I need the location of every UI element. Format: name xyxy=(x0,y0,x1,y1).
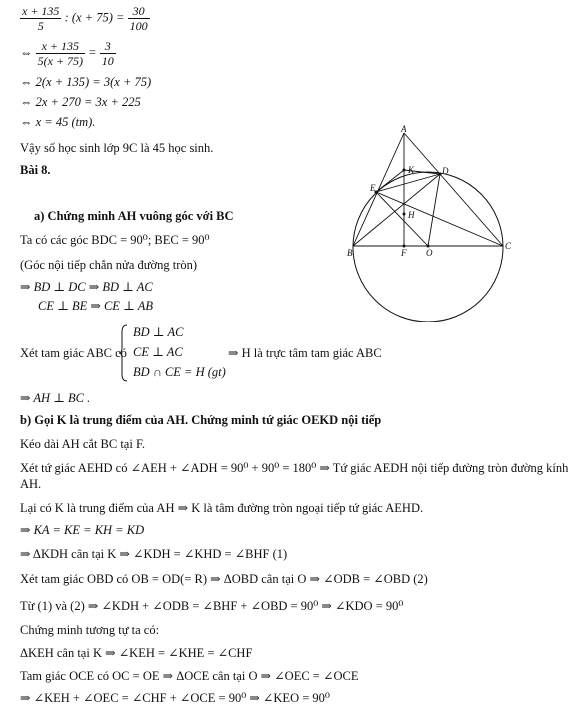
equation-line-4: ⇔ 2x + 270 = 3x + 225 xyxy=(20,95,141,109)
equation-line-3: ⇔ 2(x + 135) = 3(x + 75) xyxy=(20,75,152,89)
part-b-line-2b: AH. xyxy=(20,477,42,491)
part-b-line-4: ⇒ KA = KE = KH = KD xyxy=(20,523,145,537)
label-h: H xyxy=(408,210,415,220)
part-a-line-2: (Góc nội tiếp chắn nửa đường tròn) xyxy=(20,258,198,272)
label-k: K xyxy=(408,165,415,175)
figure-points xyxy=(375,169,442,248)
part-a-system-intro: Xét tam giác ABC có xyxy=(20,346,127,360)
fraction: $\frac{x + 135}{5}$ xyxy=(22,4,60,33)
label-e: E xyxy=(370,183,376,193)
part-b-line-9: ΔKEH cân tại K ⇒ ∠KEH = ∠KHE = ∠CHF xyxy=(20,646,253,660)
system-line-3: BD ∩ CE = H (gt) xyxy=(133,365,226,379)
system-conclusion: ⇒ H là trực tâm tam giác ABC xyxy=(228,346,382,360)
fraction: $\frac{x + 135}{5(x + 75)}$ xyxy=(37,39,84,68)
fraction: $\frac{30}{100}$ xyxy=(129,4,148,33)
part-b-line-2: Xét tứ giác AEHD có ∠AEH + ∠ADH = 90⁰ + 90⁰ = 180⁰ ⇒ Tứ giác AEDH nội tiếp đường tròn đường kính xyxy=(20,461,569,475)
system-line-2: CE ⊥ AC xyxy=(133,345,183,359)
system-line-1: BD ⊥ AC xyxy=(133,325,184,339)
part-a-result: ⇒ AH ⊥ BC . xyxy=(20,391,91,405)
exercise-heading: Bài 8. xyxy=(20,163,51,177)
part-b-line-5: ⇒ ΔKDH cân tại K ⇒ ∠KDH = ∠KHD = ∠BHF (1) xyxy=(20,547,288,561)
system-brace xyxy=(118,324,128,382)
label-a: A xyxy=(401,124,407,134)
part-a-heading: a) Chứng minh AH vuông góc với BC xyxy=(34,209,234,223)
equation-line-1: $\frac{x + 135}{5}$ : (x + 75) = $\frac{30}{100}$ xyxy=(22,4,148,33)
label-o: O xyxy=(426,248,433,258)
part-b-line-1: Kéo dài AH cắt BC tại F. xyxy=(20,437,146,451)
part-b-line-3: Lại có K là trung điểm của AH ⇒ K là tâm đường tròn ngoại tiếp tứ giác AEHD. xyxy=(20,501,424,515)
figure-lines xyxy=(353,133,503,246)
part-b-line-11: ⇒ ∠KEH + ∠OEC = ∠CHF + ∠OCE = 90⁰ ⇒ ∠KEO = 90⁰ xyxy=(20,691,330,705)
part-b-line-8: Chứng minh tương tự ta có: xyxy=(20,623,160,637)
part-b-line-6: Xét tam giác OBD có OB = OD(= R) ⇒ ΔOBD cân tại O ⇒ ∠ODB = ∠OBD (2) xyxy=(20,572,428,586)
part-b-heading: b) Gọi K là trung điểm của AH. Chứng minh tứ giác OEKD nội tiếp xyxy=(20,413,382,427)
label-f: F xyxy=(401,248,407,258)
label-b: B xyxy=(347,248,353,258)
part-a-line-3: ⇒ BD ⊥ DC ⇒ BD ⊥ AC xyxy=(20,280,153,294)
label-c: C xyxy=(505,241,512,251)
geometry-figure xyxy=(338,122,528,322)
part-b-line-7: Từ (1) và (2) ⇒ ∠KDH + ∠ODB = ∠BHF + ∠OBD = 90⁰ ⇒ ∠KDO = 90⁰ xyxy=(20,599,404,613)
conclusion-text: Vậy số học sinh lớp 9C là 45 học sinh. xyxy=(20,141,214,155)
equation-line-2: ⇔ $\frac{x + 135}{5(x + 75)}$ = $\frac{3}{10}$ xyxy=(20,39,114,68)
equation-line-5: ⇔ x = 45 (tm). xyxy=(20,115,96,129)
part-a-line-4: CE ⊥ BE ⇒ CE ⊥ AB xyxy=(38,299,153,313)
part-a-line-1: Ta có các góc BDC = 90⁰; BEC = 90⁰ xyxy=(20,233,210,247)
fraction: $\frac{3}{10}$ xyxy=(101,39,114,68)
label-d: D xyxy=(442,166,449,176)
part-b-line-10: Tam giác OCE có OC = OE ⇒ ΔOCE cân tại O ⇒ ∠OEC = ∠OCE xyxy=(20,669,359,683)
